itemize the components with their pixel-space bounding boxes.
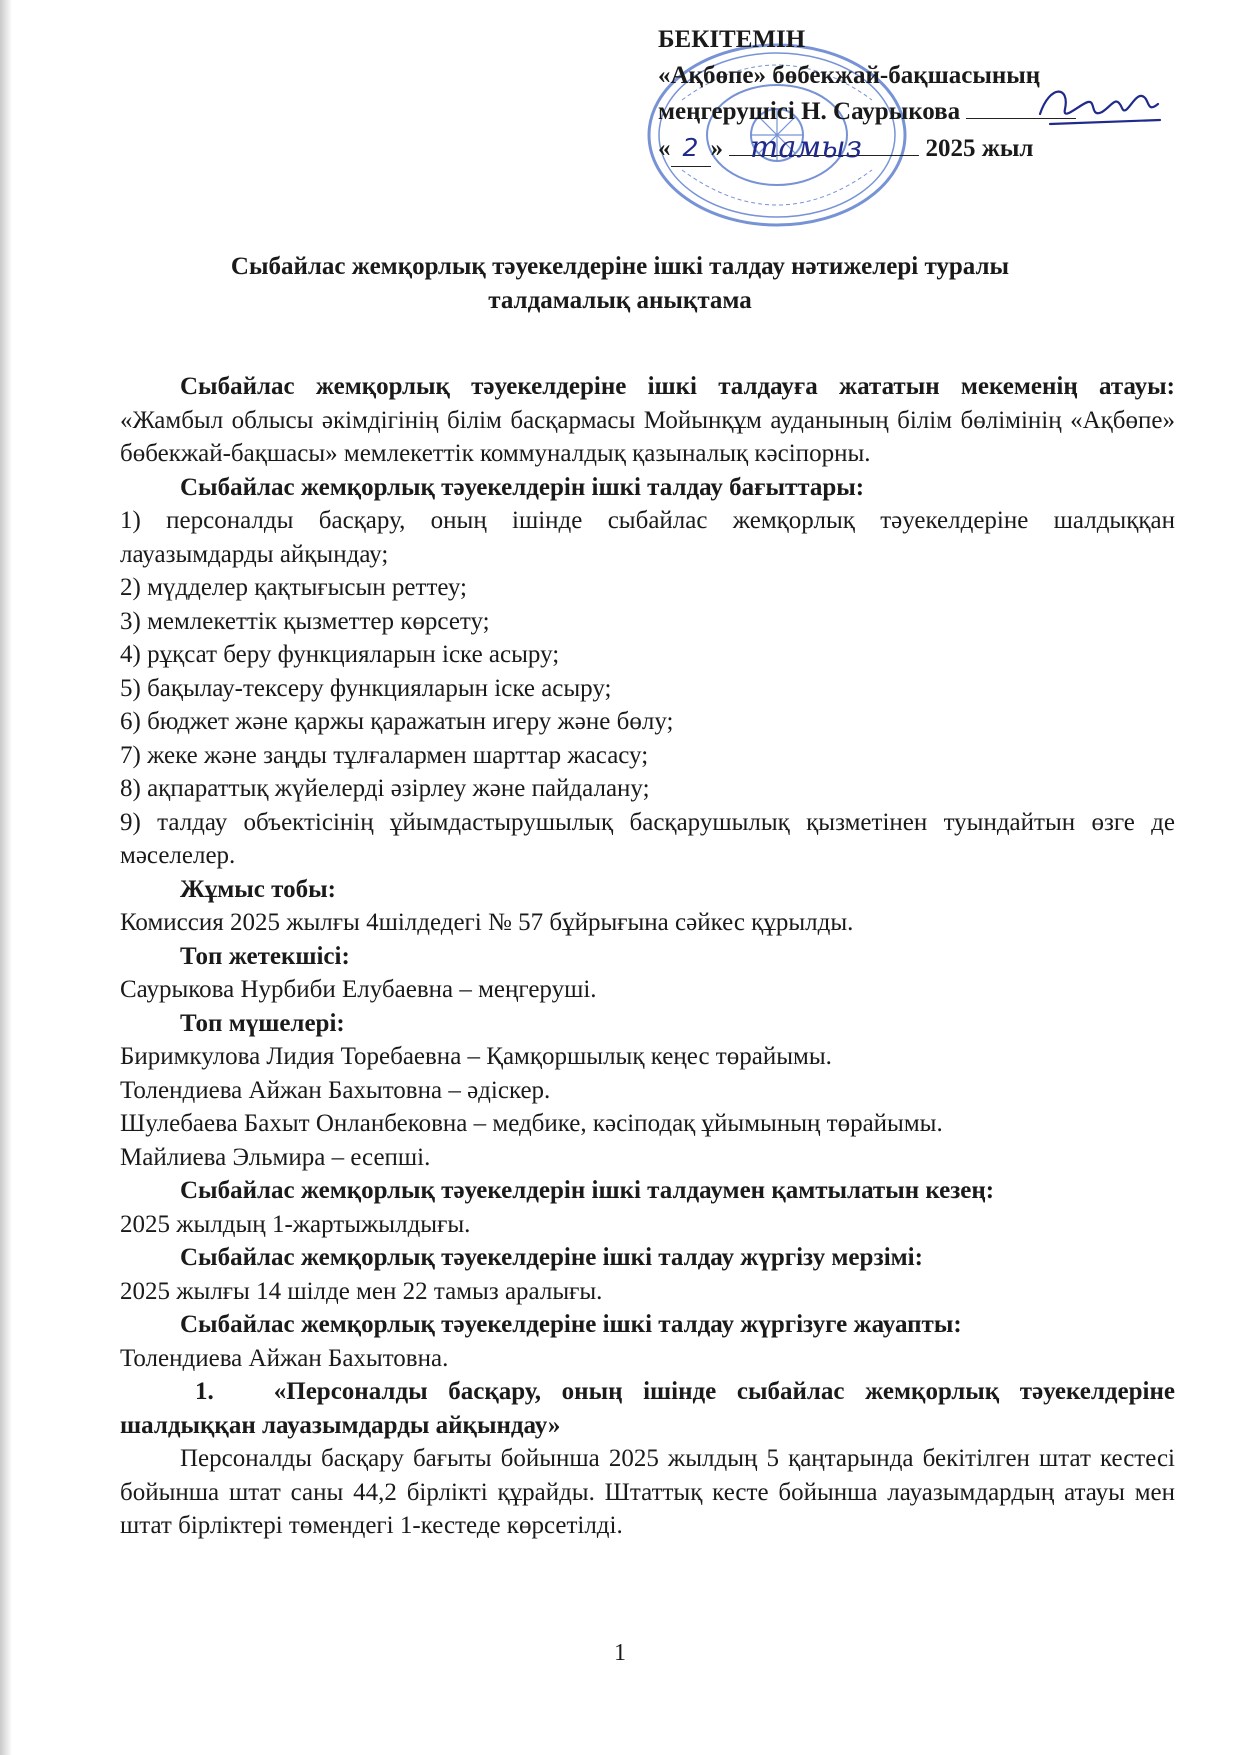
group-member: Шулебаева Бахыт Онланбековна – медбике, кәсіподақ ұйымының төрайымы. [120,1110,943,1137]
group-member: Биримкулова Лидия Торебаевна – Қамқоршылық кеңес төрайымы. [120,1043,832,1070]
handwritten-month: тамыз [750,130,863,165]
direction-item: 9) талдау объектісінің ұйымдастырушылық басқарушылық қызметінен туындайтын өзге де мәселелер. [120,808,1175,869]
direction-item: 1) персоналды басқару, оның ішінде сыбайлас жемқорлық тәуекелдеріне шалдыққан лауазымдарды айқындау; [120,507,1175,568]
direction-item: 8) ақпараттық жүйелерді әзірлеу және пайдалану; [120,775,650,802]
section-1-text: Персоналды басқару бағыты бойынша 2025 жылдың 5 қаңтарында бекітілген штат кестесі бойынша штат саны 44,2 бірлікті құрайды. Штаттық кесте бойынша лауазымдардың атауы мен штат бірліктері төмендегі 1-кестеде көрсетілді. [120,1445,1175,1539]
approval-heading: БЕКІТЕМІН [658,26,806,53]
work-group-text: Комиссия 2025 жылғы 4шілдедегі № 57 бұйрығына сәйкес құрылды. [120,909,854,936]
work-group-heading: Жұмыс тобы: [180,875,336,903]
direction-item: 4) рұқсат беру функцияларын іске асыру; [120,641,560,668]
title-line-1: Сыбайлас жемқорлық тәуекелдеріне ішкі талдау нәтижелері туралы [230,253,1010,280]
period-text: 2025 жылдың 1-жартыжылдығы. [120,1210,471,1238]
document-title [150,250,1090,318]
intro-paragraph [120,370,1175,471]
intro-text: «Жамбыл облысы әкімдігінің білім басқармасы Мойынқұм ауданының білім бөлімінің «Ақбөпе» бөбекжай-бақшасы» мемлекеттік коммуналдық қазыналық кәсіпорны. [120,406,1175,467]
directions-heading: Сыбайлас жемқорлық тәуекелдерін ішкі талдау бағыттары: [180,473,865,501]
direction-item: 5) бақылау-тексеру функцияларын іске асыру; [120,674,612,702]
approval-day: 2 [671,130,711,167]
scan-edge-shadow [0,0,12,1755]
approval-year: 2025 жыл [925,135,1034,162]
group-member: Майлиева Эльмира – есепші. [120,1143,431,1171]
page-number: 1 [614,1640,626,1666]
responsible-text: Толендиева Айжан Бахытовна. [120,1344,449,1372]
direction-item: 7) жеке және заңды тұлғалармен шарттар жасасу; [120,741,649,769]
group-member: Толендиева Айжан Бахытовна – әдіскер. [120,1076,551,1104]
group-leader-text: Саурыкова Нурбиби Елубаевна – меңгеруші. [120,976,597,1003]
title-line-2: талдамалық анықтама [488,287,752,314]
responsible-heading: Сыбайлас жемқорлық тәуекелдеріне ішкі талдау жүргізуге жауапты: [180,1311,962,1338]
intro-label: Сыбайлас жемқорлық тәуекелдеріне ішкі талдауға жататын мекеменің атауы: [180,373,1175,400]
direction-item: 6) бюджет және қаржы қаражатын игеру және бөлу; [120,708,674,735]
section-1-number: 1. [195,1378,214,1405]
section-1-heading [120,1375,1175,1442]
direction-item: 2) мүдделер қақтығысын реттеу; [120,574,467,601]
approval-head-name: меңгерушісі Н. Саурыкова [658,94,1178,130]
section-1-title: «Персоналды басқару, оның ішінде сыбайлас жемқорлық тәуекелдеріне шалдыққан лауазымдарды айқындау» [120,1378,1175,1439]
direction-item: 3) мемлекеттік қызметтер көрсету; [120,607,490,635]
deadline-text: 2025 жылғы 14 шілде мен 22 тамыз аралығы. [120,1277,603,1305]
deadline-heading: Сыбайлас жемқорлық тәуекелдеріне ішкі талдау жүргізу мерзімі: [180,1244,923,1271]
period-heading: Сыбайлас жемқорлық тәуекелдерін ішкі талдаумен қамтылатын кезең: [180,1177,995,1204]
handwritten-signature [1030,74,1170,134]
approval-institution: «Ақбөпе» бөбекжай-бақшасының [658,62,1041,89]
approval-date: « 2 » 2025 жыл [658,130,1178,167]
group-leader-heading: Топ жетекшісі: [180,942,350,970]
group-members-heading: Топ мүшелері: [180,1009,345,1037]
document-body [120,370,1175,1543]
